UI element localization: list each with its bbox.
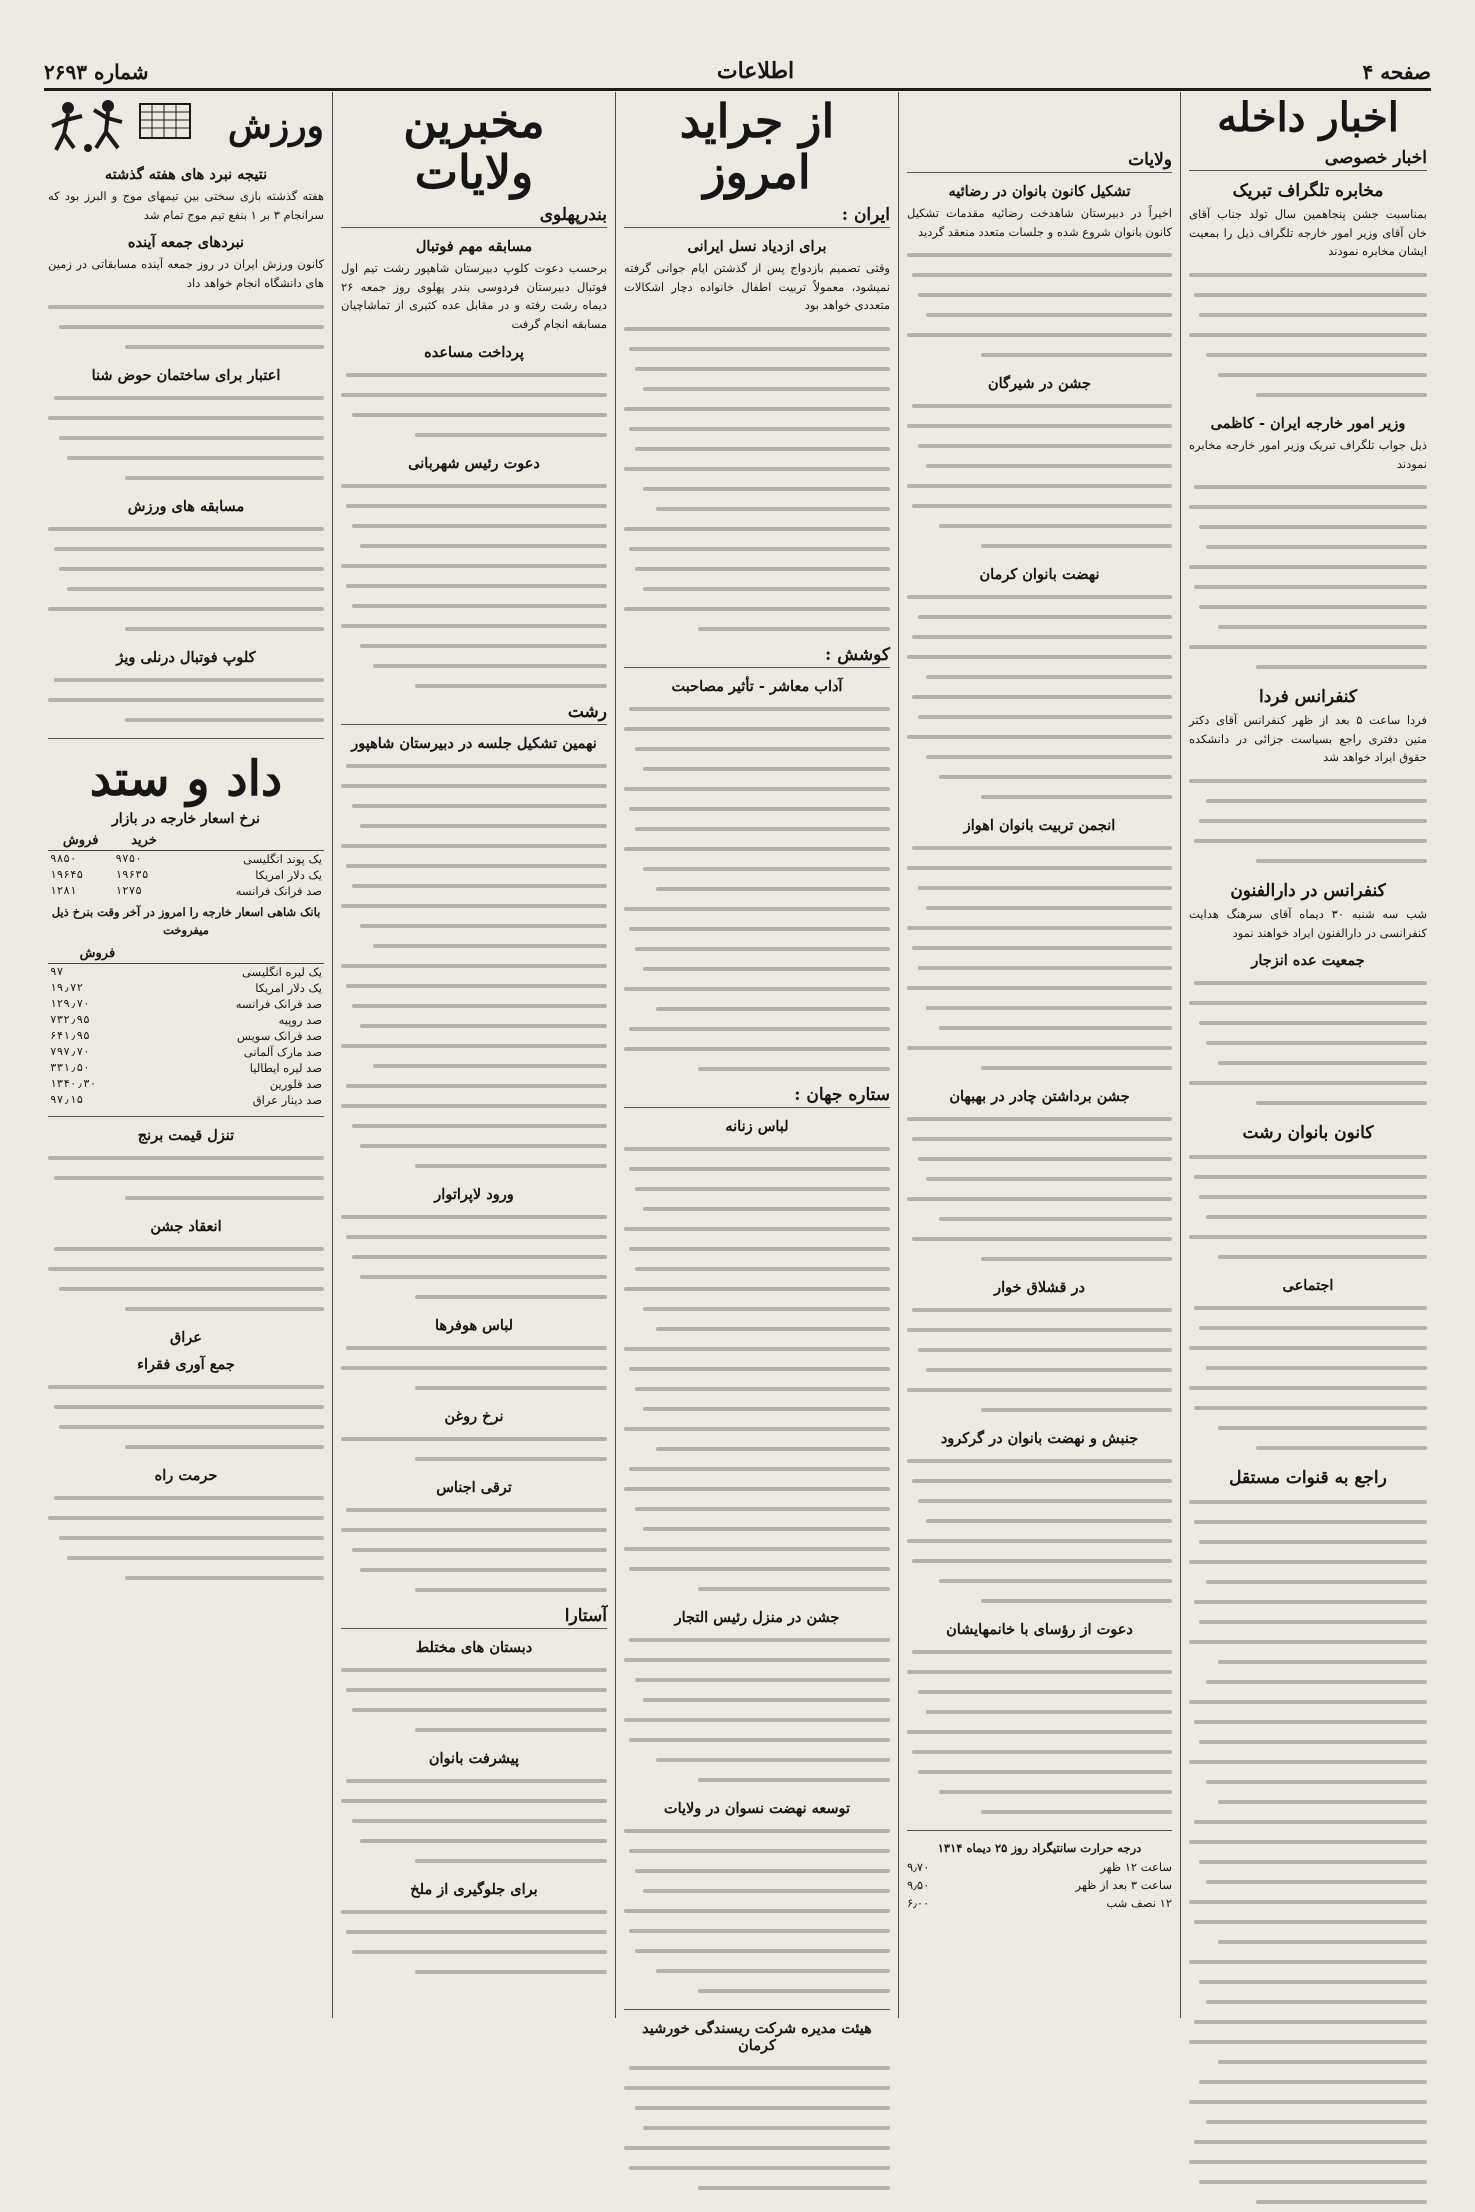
article-title: کلوپ فوتبال درنلی ویژ <box>116 648 256 666</box>
text-block <box>341 1207 607 1307</box>
currency-name: صد فرانک سویس <box>236 1028 322 1043</box>
article-title: نهمین تشکیل جلسه در دبیرستان شاهپور <box>351 734 597 752</box>
column-provincial-reporters <box>332 92 615 2018</box>
article-title: در قشلاق خوار <box>994 1279 1085 1297</box>
table-row <box>48 980 324 996</box>
temperature-row <box>907 1894 1172 1912</box>
sell-rate: ۷۳۲٫۹۵ <box>50 1013 90 1027</box>
currency-name: یک لیره انگلیسی <box>241 964 322 979</box>
publication-name: اطلاعات <box>716 58 795 84</box>
column-sport-finance <box>40 92 332 2018</box>
article-title: جشن برداشتن چادر در بهبهان <box>949 1088 1130 1106</box>
buy-rate: ۱۲۷۵ <box>115 884 142 897</box>
table-row <box>48 963 324 980</box>
sell-rate: ۹۷ <box>50 965 64 979</box>
section-bandar-pahlavi: بندرپهلوی <box>341 205 607 228</box>
currency-name: صد مارک آلمانی <box>243 1044 322 1059</box>
bank-note: بانک شاهی اسعار خارجه را امروز در آخر وقت بنرخ ذیل میفروخت <box>51 904 321 938</box>
text-block <box>341 476 607 696</box>
article-title: جشن در شیرگان <box>988 375 1091 393</box>
text-block <box>907 587 1172 807</box>
text-block <box>341 1429 607 1469</box>
article-title: پیشرفت بانوان <box>428 1749 520 1767</box>
text-block <box>624 1630 890 1790</box>
currency-name: صد روپیه <box>278 1012 322 1027</box>
text-block <box>624 2058 890 2198</box>
table-row <box>48 996 324 1012</box>
text-block <box>907 1109 1172 1269</box>
table-row <box>48 867 324 883</box>
article-title: انجمن تربیت بانوان اهواز <box>963 817 1116 835</box>
article-title: دعوت از رؤسای با خانمهایشان <box>946 1621 1133 1639</box>
temperature-value: ۶٫۰۰ <box>907 1896 930 1911</box>
text-block <box>907 396 1172 556</box>
temperature-value: ۹٫۵۰ <box>907 1878 930 1893</box>
article-title: دعوت رئیس شهربانی <box>408 454 540 472</box>
sell-rate: ۱۹۶۴۵ <box>50 868 84 881</box>
text-block <box>341 1660 607 1740</box>
article-title: اعتبار برای ساختمان حوض شنا <box>91 366 281 384</box>
page-header <box>44 50 1431 91</box>
article-title: تنزل قیمت برنج <box>137 1126 235 1144</box>
sell-rate: ۱۹٫۷۲ <box>50 981 84 995</box>
article-body: بمناسبت جشن پنجاهمین سال تولد جناب آقای خان آقای وزیر امور خارجه تلگراف ذیل را بمعیت ایشان مخابره نمودند <box>1189 207 1427 259</box>
sell-rate: ۹۸۵۰ <box>50 852 77 865</box>
table-header: فروش <box>48 831 113 851</box>
text-block <box>48 1377 324 1457</box>
table-row <box>48 1092 324 1108</box>
text-block <box>341 365 607 445</box>
article-body: کانون ورزش ایران در روز جمعه آینده مسابقاتی در زمین های دانشگاه انجام خواهد داد <box>48 257 324 290</box>
sell-rate: ۱۲۹٫۷۰ <box>50 997 90 1011</box>
text-block <box>624 699 890 1079</box>
temperature-label: ساعت ۱۲ ظهر <box>1100 1859 1172 1874</box>
article-body: برحسب دعوت کلوپ دبیرستان شاهپور رشت تیم اول فوتبال دبیرستان فردوسی بندر پهلوی روز جمعه ۲۶ دیماه رشت رفته و در مقابل عده کثیری از تماشاچیان مسابقه انجام گرفت <box>341 261 607 332</box>
article-title: نبردهای جمعه آینده <box>127 234 245 252</box>
text-block <box>1189 973 1427 1113</box>
table-header-row <box>48 831 324 851</box>
article-title: ترقی اجناس <box>436 1478 512 1496</box>
currency-name: یک دلار امریکا <box>255 867 322 882</box>
text-block <box>907 1642 1172 1822</box>
article-title: ورود لاپراتوار <box>434 1185 514 1203</box>
text-block <box>1189 771 1427 871</box>
section-provinces: ولایات <box>907 150 1172 173</box>
divider <box>48 738 324 739</box>
bank-rates-table <box>48 944 324 1108</box>
table-row <box>48 883 324 899</box>
article-body: ذیل جواب تلگراف تبریک وزیر امور خارجه مخابره نمودند <box>1189 437 1427 471</box>
buy-rate: ۹۷۵۰ <box>115 852 142 865</box>
article-title: دبستان های مختلط <box>415 1638 533 1656</box>
section-astara: آستارا <box>341 1606 607 1629</box>
article-title: انعقاد جشن <box>150 1217 222 1235</box>
article-body: وقتی تصمیم بازدواج پس از گذشتن ایام جوانی گرفته نمیشود، معمولاً تربیت اطفال خانواده دچار اشکالات متعددی خواهد بود <box>624 261 890 313</box>
divider <box>907 1830 1172 1831</box>
article-body: فردا ساعت ۵ بعد از ظهر کنفرانس آقای دکتر متین دفتری راجع بسیاست جزائی در دانشکده حقوق ایراد خواهد شد <box>1189 713 1427 765</box>
table-row <box>48 1028 324 1044</box>
text-block <box>48 519 324 639</box>
text-block <box>48 297 324 357</box>
currency-name: صد فرانک فرانسه <box>235 883 322 898</box>
article-title: راجع به قنوات مستقل <box>1229 1468 1387 1489</box>
table-header <box>147 944 324 964</box>
sport-header <box>48 96 324 156</box>
section-setareh: ستاره جهان : <box>624 1085 890 1108</box>
text-block <box>624 1139 890 1599</box>
text-block <box>907 1451 1172 1611</box>
sell-rate: ۶۴۱٫۹۵ <box>50 1029 90 1043</box>
text-block <box>48 1148 324 1208</box>
article-title: اجتماعی <box>1282 1277 1334 1295</box>
article-title: جنبش و نهضت بانوان در گرکرود <box>940 1430 1139 1448</box>
article-title: برای جلوگیری از ملخ <box>410 1880 538 1898</box>
table-row <box>48 1060 324 1076</box>
text-block <box>48 1239 324 1319</box>
issue-number: شماره ۲۶۹۳ <box>44 60 149 84</box>
article-title: تشکیل کانون بانوان در رضائیه <box>948 183 1131 200</box>
temperature-title: درجه حرارت سانتیگراد روز ۲۵ دیماه ۱۳۱۴ <box>937 1841 1142 1856</box>
article-title: مسابقه های ورزش <box>127 497 245 515</box>
finance-subtitle: نرخ اسعار خارجه در بازار <box>112 810 260 827</box>
currency-name: صد دینار عراق <box>252 1092 322 1107</box>
table-header-row <box>48 944 324 964</box>
text-block <box>1189 1492 1427 2212</box>
article-title: عراق <box>170 1328 202 1346</box>
article-title: نرخ روغن <box>444 1407 504 1425</box>
text-block <box>624 1821 890 2001</box>
text-block <box>341 756 607 1176</box>
temperature-row <box>907 1876 1172 1894</box>
sell-rate: ۳۳۱٫۵۰ <box>50 1061 90 1075</box>
text-block <box>1189 1298 1427 1458</box>
article-title: جمع آوری فقراء <box>137 1355 235 1373</box>
table-header: خرید <box>113 831 174 851</box>
currency-name: صد فلورین <box>269 1076 322 1091</box>
currency-name: صد فرانک فرانسه <box>235 996 322 1011</box>
text-block <box>341 1500 607 1600</box>
article-title: جمعیت عده انزجار <box>1251 952 1365 970</box>
exchange-rates-table <box>48 831 324 899</box>
article-title: هیئت مدیره شرکت ریسندگی خورشید کرمان <box>642 2020 872 2055</box>
sport-title: ورزش <box>227 105 324 147</box>
table-row <box>48 1044 324 1060</box>
currency-name: صد لیره ایطالیا <box>249 1060 322 1075</box>
text-block <box>907 838 1172 1078</box>
article-title: توسعه نهضت نسوان در ولایات <box>663 1800 851 1818</box>
article-title: برای ازدیاد نسل ایرانی <box>687 238 827 256</box>
article-title: مسابقه مهم فوتبال <box>415 238 533 256</box>
article-title: حرمت راه <box>154 1466 218 1484</box>
table-row <box>48 1076 324 1092</box>
temperature-label: ۱۲ نصف شب <box>1106 1896 1172 1911</box>
article-title: آداب معاشر - تأثیر مصاحبت <box>671 678 843 696</box>
banner-press: از جراید امروز <box>679 94 835 199</box>
text-block <box>341 1902 607 1982</box>
text-block <box>907 1300 1172 1420</box>
text-block <box>48 1488 324 1588</box>
banner-reporters: مخبرین ولایات <box>403 94 545 199</box>
sell-rate: ۱۲۸۱ <box>50 884 77 897</box>
table-header <box>175 831 324 851</box>
article-title: نتیجه نبرد های هفته گذشته <box>104 166 268 183</box>
banner-spacer <box>907 92 1172 144</box>
text-block <box>624 319 890 639</box>
finance-title: داد و ستد <box>89 750 283 807</box>
text-block <box>341 1771 607 1871</box>
article-body: اخیراً در دبیرستان شاهدخت رضائیه مقدمات تشکیل کانون بانوان شروع شده و جلسات متعدد منعقد گردید <box>907 206 1172 239</box>
text-block <box>1189 265 1427 405</box>
temperature-value: ۹٫۷۰ <box>907 1859 930 1874</box>
temperature-label: ساعت ۳ بعد از ظهر <box>1075 1878 1172 1893</box>
column-domestic-news <box>1180 92 1435 2018</box>
text-block <box>1189 477 1427 677</box>
article-body: هفته گذشته بازی سختی بین تیمهای موج و البرز بود که سرانجام ۳ بر ۱ بنفع تیم موج تمام شد <box>48 189 324 222</box>
section-private-news: اخبار خصوصی <box>1189 148 1427 171</box>
table-header: فروش <box>48 944 147 964</box>
banner-domestic: اخبار داخله <box>1217 94 1399 141</box>
article-title: کانون بانوان رشت <box>1242 1123 1374 1144</box>
article-title: لباس هوفرها <box>434 1316 514 1334</box>
sport-figures-icon <box>48 96 198 156</box>
divider <box>624 2009 890 2010</box>
text-block <box>341 1338 607 1398</box>
text-block <box>907 245 1172 365</box>
section-rasht: رشت <box>341 702 607 725</box>
column-provinces <box>898 92 1180 2018</box>
article-title: جشن در منزل رئیس التجار <box>674 1609 840 1627</box>
table-row <box>48 1012 324 1028</box>
article-title: کنفرانس در دارالفنون <box>1230 881 1386 901</box>
sell-rate: ۱۳۴۰٫۳۰ <box>50 1077 97 1091</box>
article-title: پرداخت مساعده <box>424 343 524 361</box>
temperature-box <box>907 1839 1172 1913</box>
article-title: لباس زنانه <box>725 1118 789 1136</box>
divider <box>48 1116 324 1117</box>
currency-name: یک دلار امریکا <box>255 980 322 995</box>
text-block <box>48 670 324 730</box>
article-title: نهضت بانوان کرمان <box>979 566 1100 584</box>
text-block <box>48 388 324 488</box>
currency-name: یک پوند انگلیسی <box>242 851 322 866</box>
article-title: مخابره تلگراف تبریک <box>1232 181 1384 201</box>
section-kushesh: کوشش : <box>624 645 890 668</box>
sell-rate: ۷۹۷٫۷۰ <box>50 1045 90 1059</box>
table-row <box>48 850 324 867</box>
section-iran: ایران : <box>624 205 890 228</box>
column-press-review <box>615 92 898 2055</box>
article-title: وزیر امور خارجه ایران - کاظمی <box>1210 414 1406 432</box>
page-label: صفحه ۴ <box>1362 60 1431 84</box>
columns <box>40 92 1435 2055</box>
text-block <box>1189 1147 1427 1267</box>
buy-rate: ۱۹۶۳۵ <box>115 868 149 881</box>
sell-rate: ۹۷٫۱۵ <box>50 1093 84 1107</box>
article-title: کنفرانس فردا <box>1258 687 1358 708</box>
article-body: شب سه شنبه ۳۰ دیماه آقای سرهنگ هدایت کنفرانسی در دارالفنون ایراد خواهند نمود <box>1189 907 1428 940</box>
temperature-row <box>907 1858 1172 1876</box>
